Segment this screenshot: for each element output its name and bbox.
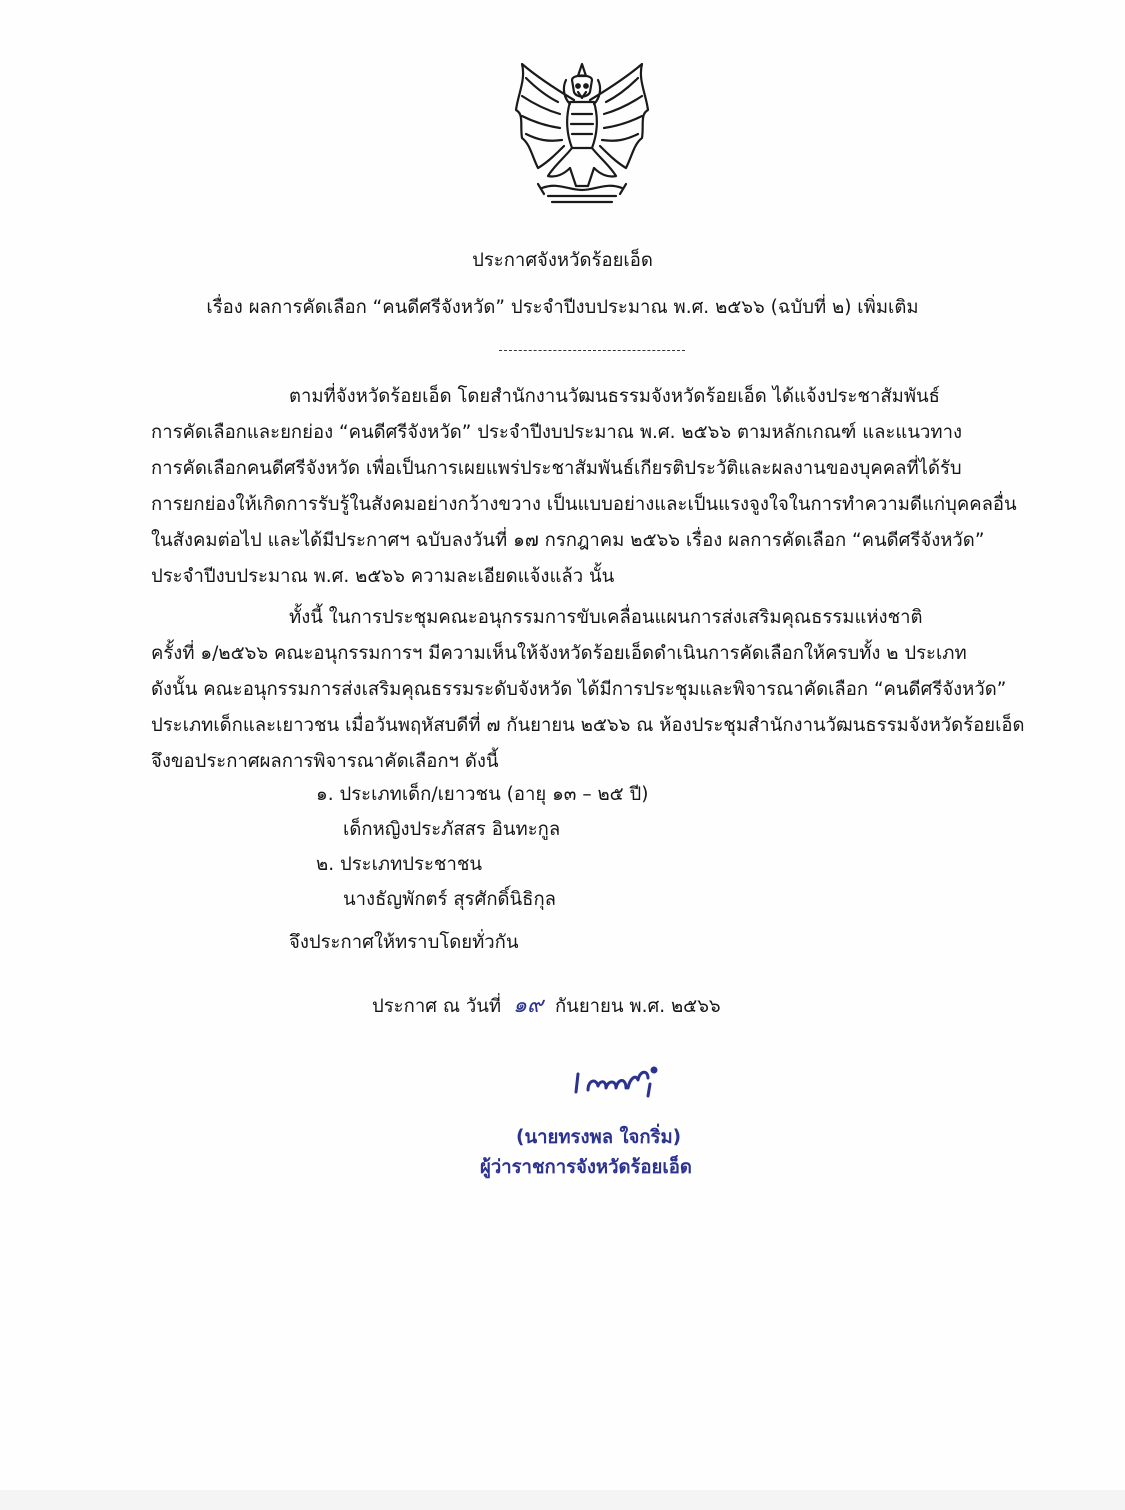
paragraph2-line-4: ประเภทเด็กและเยาวชน เมื่อวันพฤหัสบดีที่ ๗ กันยายน ๒๕๖๖ ณ ห้องประชุมสำนักงานวัฒนธรรมจังหวัดร้อยเอ็ด — [151, 715, 1025, 736]
paragraph1-line-6: ประจำปีงบประมาณ พ.ศ. ๒๕๖๖ ความละเอียดแจ้งแล้ว นั้น — [151, 566, 615, 587]
signatory-name: (นายทรงพล ใจกริ่ม) — [516, 1127, 682, 1148]
signature-scribble — [570, 1060, 660, 1100]
paragraph1-line-2: การคัดเลือกและยกย่อง “คนดีศรีจังหวัด” ประจำปีงบประมาณ พ.ศ. ๒๕๖๖ ตามหลักเกณฑ์ และแนวทาง — [151, 422, 963, 443]
list-item-category: ๑. ประเภทเด็ก/เยาวชน (อายุ ๑๓ – ๒๕ ปี) — [316, 784, 649, 805]
announcement-title: ประกาศจังหวัดร้อยเอ็ด — [472, 250, 653, 271]
title-divider — [499, 350, 685, 351]
announcement-subject: เรื่อง ผลการคัดเลือก “คนดีศรีจังหวัด” ประจำปีงบประมาณ พ.ศ. ๒๕๖๖ (ฉบับที่ ๒) เพิ่มเติม — [206, 297, 919, 318]
date-day-handwritten: ๑๙ — [513, 993, 544, 1018]
paragraph1-line-5: ในสังคมต่อไป และได้มีประกาศฯ ฉบับลงวันที่ ๑๗ กรกฎาคม ๒๕๖๖ เรื่อง ผลการคัดเลือก “คนดีศรีจังหวัด” — [151, 530, 985, 551]
date-prefix: ประกาศ ณ วันที่ — [372, 996, 502, 1017]
paragraph2-line-5: จึงขอประกาศผลการพิจารณาคัดเลือกฯ ดังนี้ — [151, 751, 499, 772]
paragraph1-line-1: ตามที่จังหวัดร้อยเอ็ด โดยสำนักงานวัฒนธรรมจังหวัดร้อยเอ็ด ได้แจ้งประชาสัมพันธ์ — [289, 386, 940, 407]
date-line — [372, 991, 721, 1022]
paragraph2-line-1: ทั้งนี้ ในการประชุมคณะอนุกรรมการขับเคลื่อนแผนการส่งเสริมคุณธรรมแห่งชาติ — [289, 607, 923, 628]
date-suffix: กันยายน พ.ศ. ๒๕๖๖ — [554, 996, 721, 1017]
scan-bottom-edge — [0, 1490, 1125, 1510]
list-item-name: นางธัญพักตร์ สุรศักดิ์นิธิกุล — [343, 889, 557, 910]
closing-statement: จึงประกาศให้ทราบโดยทั่วกัน — [289, 932, 519, 953]
paragraph1-line-4: การยกย่องให้เกิดการรับรู้ในสังคมอย่างกว้างขวาง เป็นแบบอย่างและเป็นแรงจูงใจในการทำความดีแก่บุคคลอื่น — [151, 494, 1017, 515]
list-item-name: เด็กหญิงประภัสสร อินทะกูล — [343, 819, 561, 840]
garuda-emblem — [508, 58, 656, 208]
paragraph1-line-3: การคัดเลือกคนดีศรีจังหวัด เพื่อเป็นการเผยแพร่ประชาสัมพันธ์เกียรติประวัติและผลงานของบุคคลที่ได้รับ — [151, 458, 962, 479]
paragraph2-line-2: ครั้งที่ ๑/๒๕๖๖ คณะอนุกรรมการฯ มีความเห็นให้จังหวัดร้อยเอ็ดดำเนินการคัดเลือกให้ครบทั้ง ๒ ประเภท — [151, 643, 967, 664]
paragraph2-line-3: ดังนั้น คณะอนุกรรมการส่งเสริมคุณธรรมระดับจังหวัด ได้มีการประชุมและพิจารณาคัดเลือก “คนดีศรีจังหวัด” — [151, 679, 1007, 700]
signatory-position: ผู้ว่าราชการจังหวัดร้อยเอ็ด — [480, 1157, 692, 1178]
list-item-category: ๒. ประเภทประชาชน — [316, 854, 483, 875]
